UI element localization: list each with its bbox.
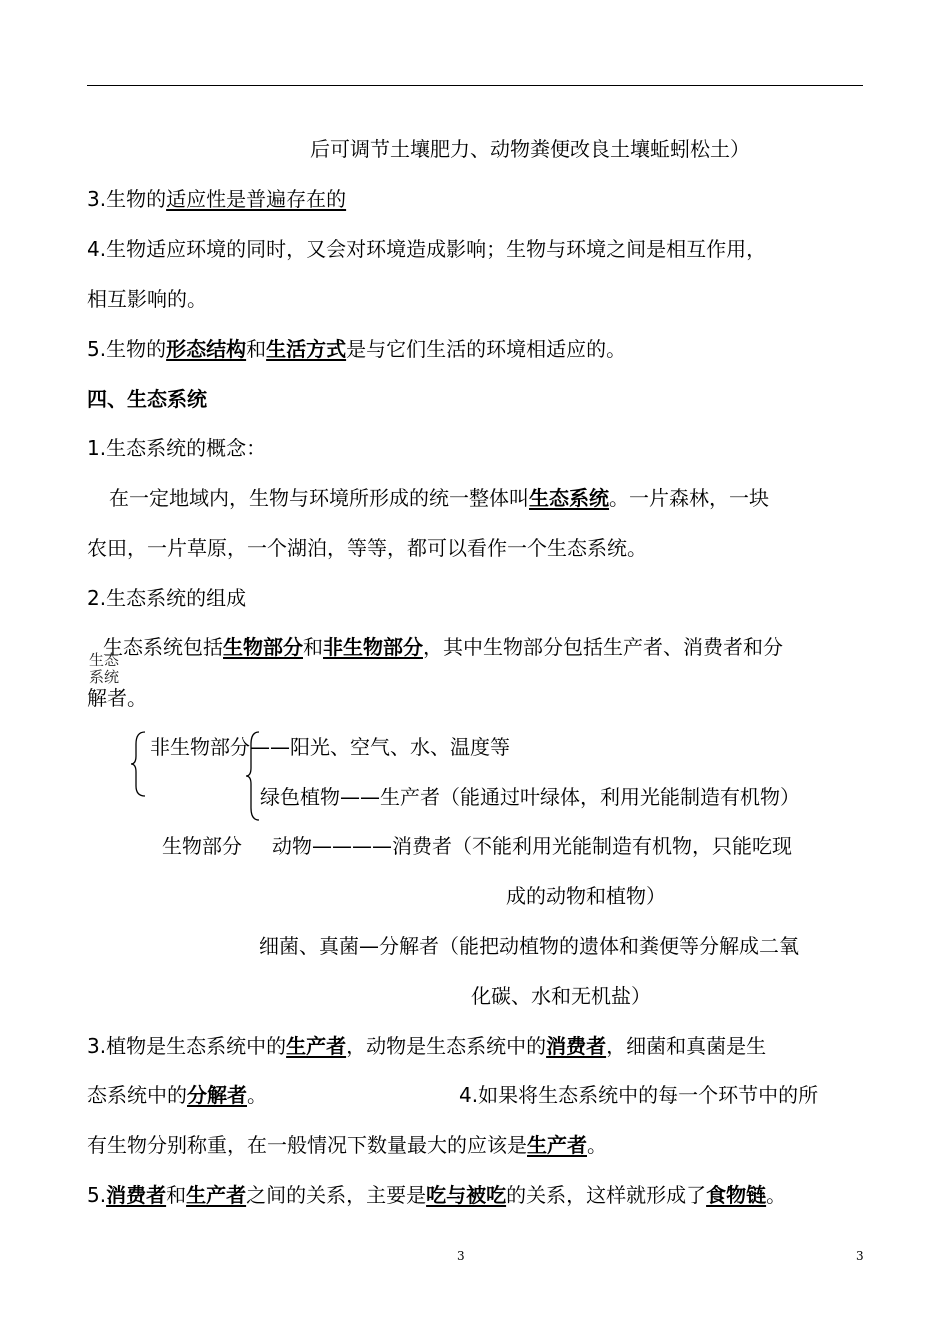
header-rule [87, 85, 863, 86]
key-term: 分解者 [187, 1083, 247, 1107]
text-line: 5.生物的形态结构和生活方式是与它们生活的环境相适应的。 [87, 337, 627, 361]
key-term: 形态结构 [166, 337, 247, 361]
text-line: 后可调节土壤肥力、动物粪便改良土壤蚯蚓松土） [310, 137, 750, 161]
key-term: 消费者 [546, 1034, 607, 1058]
tree-plant: 绿色植物——生产者（能通过叶绿体，利用光能制造有机物） [260, 785, 800, 809]
key-term: 生产者 [527, 1133, 587, 1157]
text-line: 生态系统包括生物部分和非生物部分，其中生物部分包括生产者、消费者和分 [103, 635, 783, 659]
text-line: 态系统中的分解者。 [87, 1083, 267, 1107]
key-term: 生活方式 [266, 337, 347, 361]
section-title: 四、生态系统 [87, 387, 207, 411]
key-term: 消费者 [106, 1183, 167, 1207]
diagram-root-label: 生态 系统 [89, 651, 120, 686]
text-line: 4.如果将生态系统中的每一个环节中的所 [459, 1083, 819, 1107]
key-term: 生物部分 [223, 635, 303, 659]
key-term: 食物链 [706, 1183, 767, 1207]
tree-animal: 动物————消费者（不能利用光能制造有机物，只能吃现 [272, 834, 792, 858]
key-term: 生产者 [286, 1034, 347, 1058]
text-line: 在一定地域内，生物与环境所形成的统一整体叫生态系统。一片森林，一块 [109, 486, 769, 510]
tree-bacteria: 细菌、真菌—分解者（能把动植物的遗体和粪便等分解成二氧 [259, 934, 799, 958]
page-number: 3 [856, 1249, 864, 1263]
tree-animal-cont: 成的动物和植物） [506, 884, 666, 908]
text-line: 3.生物的适应性是普遍存在的 [87, 187, 347, 211]
text-line: 3.植物是生态系统中的生产者，动物是生态系统中的消费者，细菌和真菌是生 [87, 1034, 767, 1058]
text-line: 1.生态系统的概念： [87, 436, 267, 460]
key-term: 生态系统 [529, 486, 609, 510]
page-number: 3 [457, 1249, 465, 1263]
key-term: 非生物部分 [323, 635, 423, 659]
underlined-term: 适应性是普遍存在的 [166, 187, 347, 211]
text-line: 有生物分别称重，在一般情况下数量最大的应该是生产者。 [87, 1133, 607, 1157]
text-line: 解者。 [87, 686, 147, 710]
text-line: 4.生物适应环境的同时，又会对环境造成影响；生物与环境之间是相互作用， [87, 237, 767, 261]
tree-bacteria-cont: 化碳、水和无机盐） [471, 984, 651, 1008]
text-line: 5.消费者和生产者之间的关系，主要是吃与被吃的关系，这样就形成了食物链。 [87, 1183, 787, 1207]
text-line: 相互影响的。 [87, 287, 207, 311]
key-term: 生产者 [186, 1183, 247, 1207]
tree-nonbio: 非生物部分——阳光、空气、水、温度等 [150, 735, 510, 759]
key-term: 吃与被吃 [426, 1183, 507, 1207]
text-line: 2.生态系统的组成 [87, 586, 247, 610]
text-line: 农田，一片草原，一个湖泊，等等，都可以看作一个生态系统。 [87, 536, 647, 560]
tree-bio-label: 生物部分 [162, 834, 242, 858]
outer-brace [130, 730, 150, 798]
